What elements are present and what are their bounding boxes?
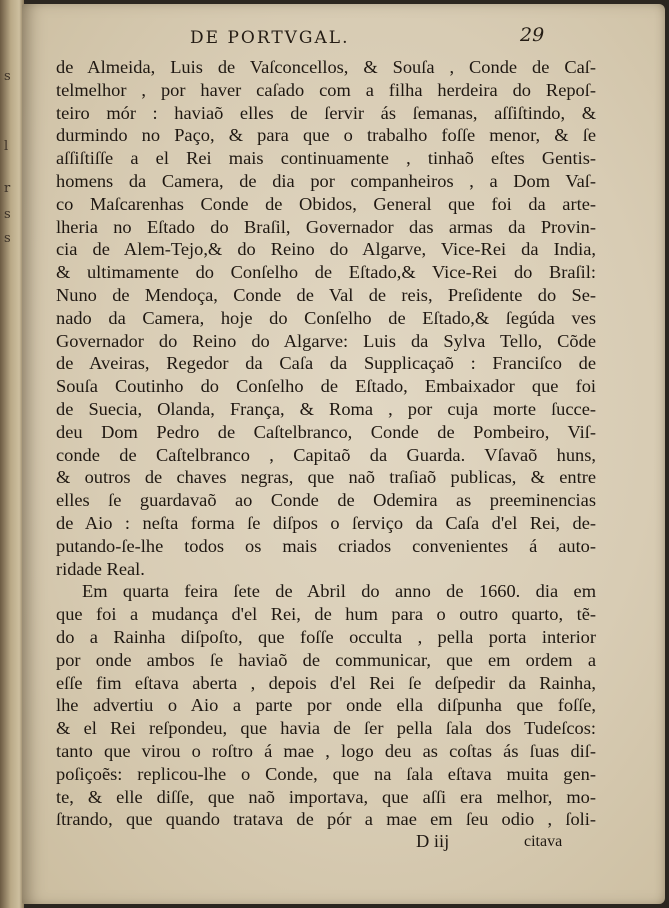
text-line: de Suecia, Olanda, França, & Roma , por cuja morte ſucce-	[56, 398, 596, 419]
text-line: & outros de chaves negras, que naõ traſiaõ publicas, & entre	[56, 467, 596, 488]
text-line: cia de Alem-Tejo,& do Reino do Algarve, Vice-Rei da India,	[56, 239, 596, 260]
prev-page-glyph: r	[4, 181, 11, 196]
text-line: por onde ambos ſe haviaõ de communicar, que em ordem a	[56, 649, 596, 670]
text-line: conde de Caſtelbranco , Capitaõ da Guarda. Vſavaõ huns,	[56, 444, 596, 465]
text-line: co Maſcarenhas Conde de Obidos, General que foi da arte-	[56, 193, 596, 214]
text-line: teiro mór : haviaõ elles de ſervir ás ſemanas, aſſiſtindo, &	[56, 102, 596, 123]
text-line: tanto que virou o roſtro á mae , logo deu as coſtas ás ſuas diſ-	[56, 740, 596, 761]
text-line: do a Rainha diſpoſto, que foſſe occulta , pella porta interior	[56, 626, 596, 647]
book-page	[22, 4, 665, 904]
paragraph-end-line: ridade Real.	[56, 558, 145, 579]
text-line: Nuno de Mendoça, Conde de Val de reis, Preſidente do Se-	[56, 284, 596, 305]
text-line: de Almeida, Luis de Vaſconcellos, & Souſa , Conde de Caſ-	[56, 57, 596, 77]
page-footer	[22, 831, 665, 857]
text-line: deu Dom Pedro de Caſtelbranco, Conde de Pombeiro, Viſ-	[56, 421, 596, 442]
page-number: 29	[520, 24, 545, 46]
paragraph-start-line: Em quarta feira ſete de Abril do anno de 1660. dia em	[82, 581, 596, 602]
text-line: elles ſe guardavaõ ao Conde de Odemira as preeminencias	[56, 490, 596, 511]
text-line: & el Rei reſpondeu, que havia de ſer pella ſala dos Tudeſcos:	[56, 718, 596, 739]
prev-page-glyph: s	[4, 69, 11, 84]
page-header	[22, 24, 665, 54]
prev-page-glyph: s	[4, 207, 11, 222]
running-head: DE PORTVGAL.	[190, 28, 350, 48]
text-line: ſtrando, que quando tratava de pór a mae em ſeu odio , ſoli-	[56, 809, 596, 830]
text-line: que foi a mudança d'el Rei, de hum para o outro quarto, tẽ-	[56, 604, 596, 625]
text-line: telmelhor , por haver caſado com a filha herdeira do Repoſ-	[56, 79, 596, 100]
prev-page-glyph: l	[4, 139, 9, 154]
prev-page-glyph: s	[4, 231, 11, 246]
text-line: aſſiſtiſſe a el Rei mais continuamente , tinhaõ eſtes Gentis-	[56, 148, 596, 169]
text-line: te, & elle diſſe, que naõ importava, que aſſi era melhor, mo-	[56, 786, 596, 807]
text-line: & ultimamente do Conſelho de Eſtado,& Vice-Rei do Braſil:	[56, 262, 596, 283]
text-line: eſſe fim eſtava aberta , depois d'el Rei ſe deſpedir da Rainha,	[56, 672, 596, 693]
text-line: lhe advertiu o Aio a parte por onde ella diſpunha que foſſe,	[56, 695, 596, 716]
text-line: lheria no Eſtado do Braſil, Governador das armas da Provin-	[56, 216, 596, 237]
text-line: de Aio : neſta forma ſe diſpos o ſerviço da Caſa d'el Rei, de-	[56, 512, 596, 533]
catchword: citava	[524, 833, 563, 850]
text-line: putando-ſe-lhe todos os mais criados convenientes á auto-	[56, 535, 596, 556]
text-line: homens da Camera, de dia por companheiros , a Dom Vaſ-	[56, 170, 596, 191]
text-line: poſiçoẽs: replicou-lhe o Conde, que na ſala eſtava muita gen-	[56, 763, 596, 784]
signature-mark: D iij	[416, 831, 450, 851]
text-line: nado da Camera, hoje do Conſelho de Eſtado,& ſegúda ves	[56, 307, 596, 328]
body-text	[56, 56, 596, 831]
text-line: Governador do Reino do Algarve: Luis da Sylva Tello, Cõde	[56, 330, 596, 351]
text-line: de Aveiras, Regedor da Caſa da Supplicaçaõ : Franciſco de	[56, 353, 596, 374]
previous-page-edge	[0, 0, 24, 908]
text-line: durmindo no Paço, & para que o trabalho foſſe menor, & ſe	[56, 125, 596, 146]
text-line: Souſa Coutinho do Conſelho de Eſtado, Embaixador que foi	[56, 376, 596, 397]
